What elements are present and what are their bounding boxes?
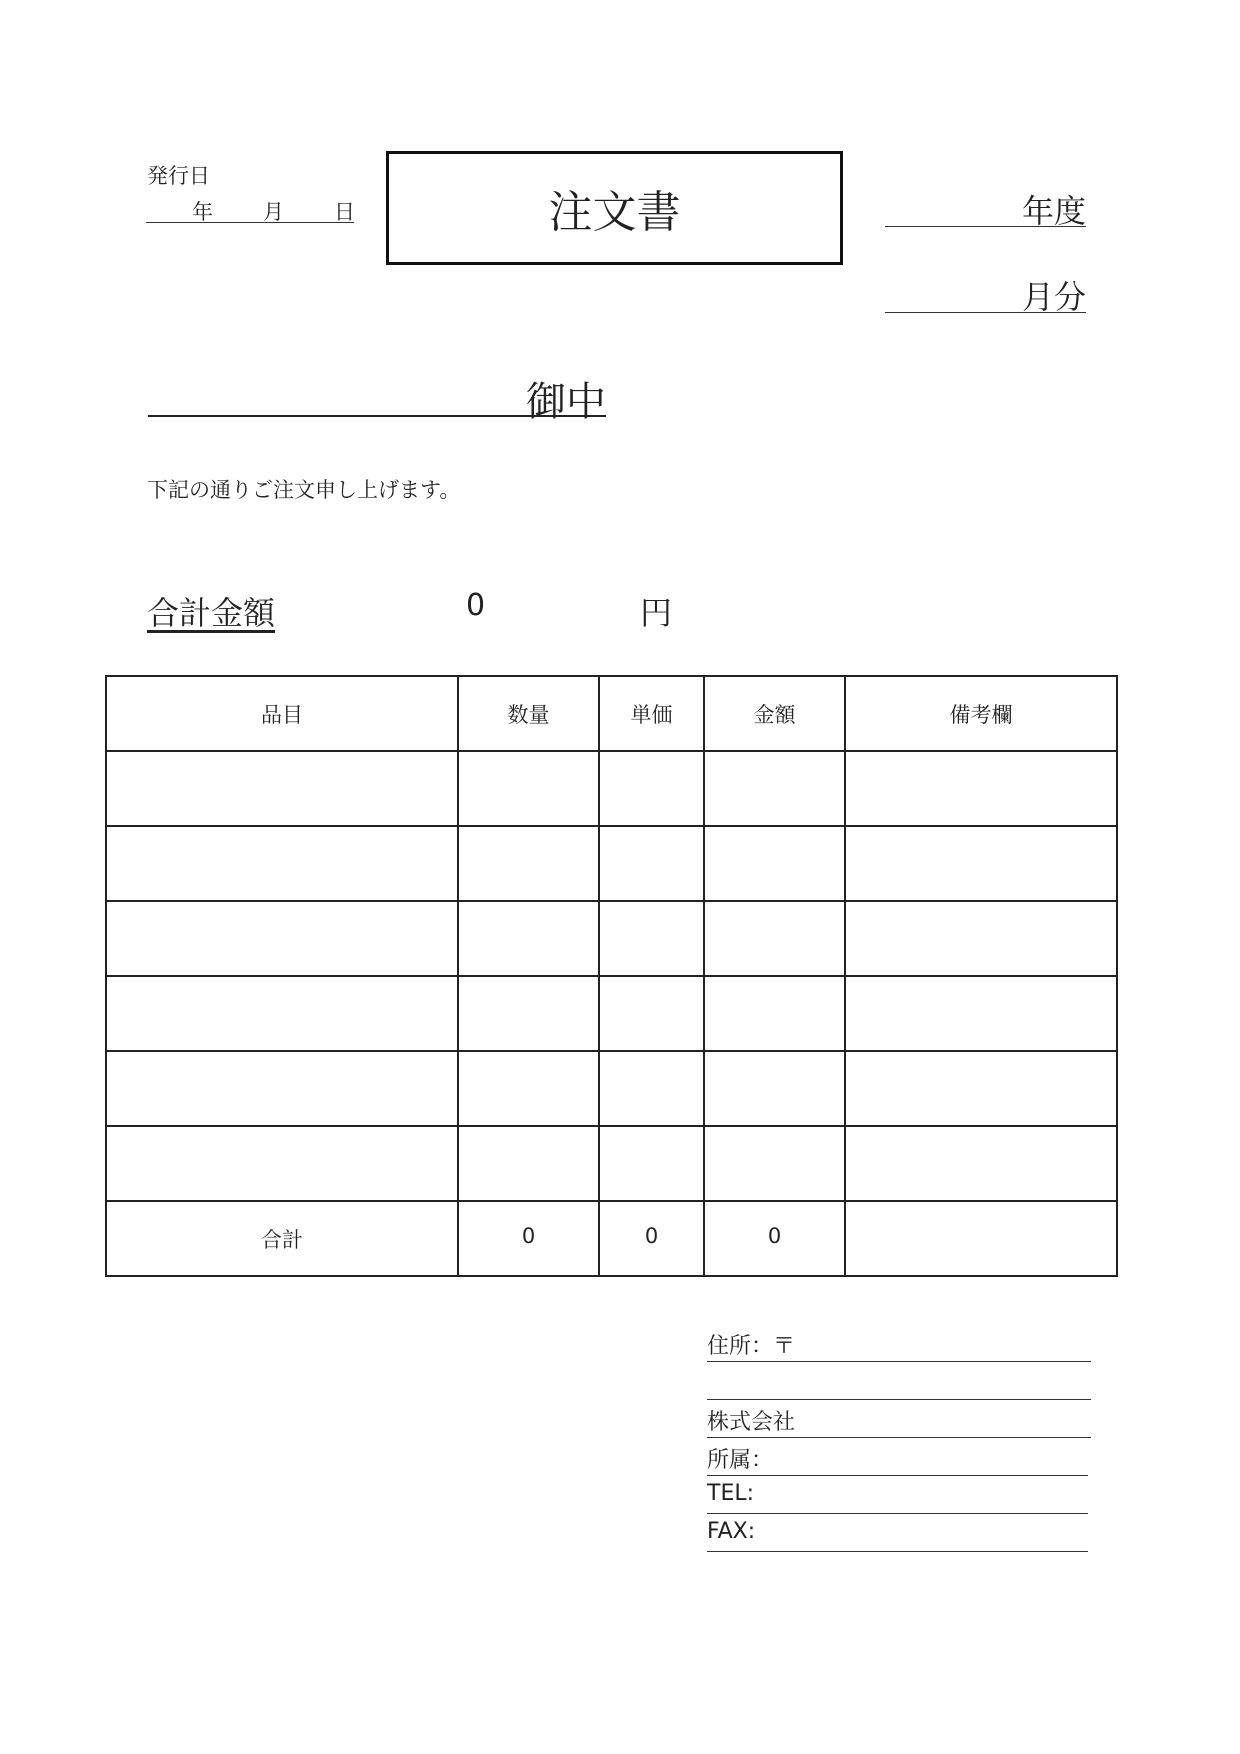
address-label: 住所：〒: [707, 1334, 796, 1359]
table-row: [106, 976, 1117, 1051]
cell-unit-price[interactable]: [599, 1051, 704, 1126]
cell-quantity[interactable]: [458, 1126, 599, 1201]
total-amount-value: 0: [466, 588, 486, 623]
cell-item[interactable]: [106, 976, 458, 1051]
cell-unit-price[interactable]: [599, 976, 704, 1051]
cell-unit-price[interactable]: [599, 751, 704, 826]
header-item: 品目: [106, 676, 458, 751]
cell-quantity[interactable]: [458, 751, 599, 826]
cell-amount[interactable]: [704, 901, 845, 976]
fiscal-year-field[interactable]: [885, 186, 1086, 230]
recipient-honorific: 御中: [526, 379, 606, 425]
header-quantity: 数量: [458, 676, 599, 751]
company-label: 株式会社: [707, 1410, 796, 1435]
header-amount: 金額: [704, 676, 845, 751]
total-currency: 円: [640, 594, 673, 632]
issue-date-label: 発行日: [147, 164, 210, 188]
cell-notes[interactable]: [845, 1051, 1117, 1126]
date-day-label: 日: [334, 200, 355, 224]
issue-date-field[interactable]: [146, 196, 354, 223]
fiscal-year-label: 年度: [1021, 192, 1086, 230]
intro-text: 下記の通りご注文申し上げます。: [147, 478, 461, 502]
cell-unit-price[interactable]: [599, 1126, 704, 1201]
total-row-unit-price: 0: [599, 1201, 704, 1276]
cell-quantity[interactable]: [458, 976, 599, 1051]
tel-field[interactable]: [707, 1479, 1088, 1514]
total-row-quantity: 0: [458, 1201, 599, 1276]
table-row: [106, 901, 1117, 976]
date-month-label: 月: [263, 200, 284, 224]
address-line-2-field[interactable]: [707, 1365, 1091, 1400]
cell-item[interactable]: [106, 751, 458, 826]
cell-amount[interactable]: [704, 751, 845, 826]
recipient-field[interactable]: [148, 370, 606, 425]
cell-quantity[interactable]: [458, 901, 599, 976]
cell-amount[interactable]: [704, 1126, 845, 1201]
cell-amount[interactable]: [704, 976, 845, 1051]
fax-label: FAX:: [707, 1519, 756, 1544]
month-portion-field[interactable]: [885, 272, 1086, 316]
month-portion-label: 月分: [1021, 278, 1086, 316]
department-label: 所属：: [707, 1448, 774, 1473]
total-amount-label: 合計金額: [147, 594, 276, 632]
cell-notes[interactable]: [845, 751, 1117, 826]
header-unit-price: 単価: [599, 676, 704, 751]
total-row-notes[interactable]: [845, 1201, 1117, 1276]
cell-notes[interactable]: [845, 901, 1117, 976]
table-row: [106, 1126, 1117, 1201]
cell-item[interactable]: [106, 826, 458, 901]
total-row-amount: 0: [704, 1201, 845, 1276]
address-field[interactable]: [707, 1327, 1091, 1362]
cell-notes[interactable]: [845, 826, 1117, 901]
cell-item[interactable]: [106, 1051, 458, 1126]
date-year-label: 年: [192, 200, 213, 224]
cell-quantity[interactable]: [458, 1051, 599, 1126]
cell-amount[interactable]: [704, 1051, 845, 1126]
company-field[interactable]: [707, 1403, 1091, 1438]
cell-quantity[interactable]: [458, 826, 599, 901]
cell-notes[interactable]: [845, 1126, 1117, 1201]
table-header-row: [106, 676, 1117, 751]
table-row: [106, 1051, 1117, 1126]
document-title: 注文書: [386, 151, 843, 265]
cell-amount[interactable]: [704, 826, 845, 901]
order-table: [105, 675, 1118, 1277]
fax-field[interactable]: [707, 1517, 1088, 1552]
cell-item[interactable]: [106, 901, 458, 976]
table-row: [106, 751, 1117, 826]
department-field[interactable]: [707, 1441, 1088, 1476]
header-notes: 備考欄: [845, 676, 1117, 751]
cell-notes[interactable]: [845, 976, 1117, 1051]
table-total-row: [106, 1201, 1117, 1276]
table-row: [106, 826, 1117, 901]
total-row-label: 合計: [106, 1201, 458, 1276]
cell-unit-price[interactable]: [599, 901, 704, 976]
cell-unit-price[interactable]: [599, 826, 704, 901]
cell-item[interactable]: [106, 1126, 458, 1201]
tel-label: TEL:: [707, 1481, 755, 1506]
